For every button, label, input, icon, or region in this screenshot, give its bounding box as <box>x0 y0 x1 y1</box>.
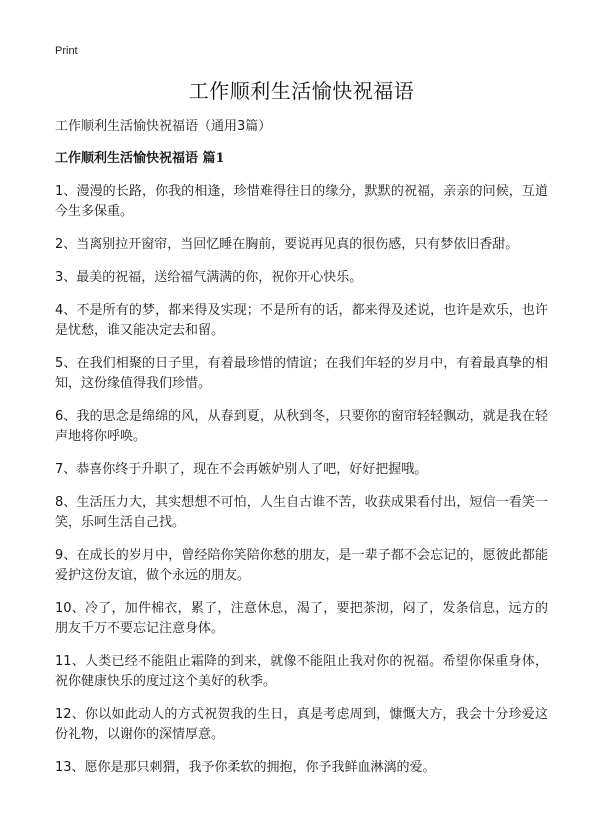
list-item: 9、在成长的岁月中，曾经陪你笑陪你愁的朋友，是一辈子都不会忘记的，愿彼此都能爱护这份友谊，做个永远的朋友。 <box>55 548 548 583</box>
list-item: 13、愿你是那只刺猬，我予你柔软的拥抱，你予我鲜血淋漓的爱。 <box>55 760 436 775</box>
list-item: 12、你以如此动人的方式祝贺我的生日，真是考虑周到，慷慨大方，我会十分珍爱这份礼物，以谢你的深情厚意。 <box>55 707 548 742</box>
list-item: 8、生活压力大，其实想想不可怕，人生自古谁不苦，收获成果看付出，短信一看笑一笑，乐呵生活自己找。 <box>55 495 548 530</box>
section-heading: 工作顺利生活愉快祝福语 篇1 <box>55 151 225 166</box>
list-item: 1、漫漫的长路，你我的相逢，珍惜难得往日的缘分，默默的祝福，亲亲的问候，互道今生多保重。 <box>55 184 548 219</box>
list-item: 11、人类已经不能阻止霜降的到来，就像不能阻止我对你的祝福。希望你保重身体，祝你健康快乐的度过这个美好的秋季。 <box>55 654 548 689</box>
list-item: 6、我的思念是绵绵的风，从春到夏，从秋到冬，只要你的窗帘轻轻飘动，就是我在轻声地将你呼唤。 <box>55 409 548 444</box>
list-item: 10、冷了，加件棉衣，累了，注意休息，渴了，要把茶沏，闷了，发条信息，远方的朋友千万不要忘记注意身体。 <box>55 601 548 636</box>
list-item: 7、恭喜你终于升职了，现在不会再嫉妒别人了吧，好好把握哦。 <box>55 462 428 477</box>
list-item: 2、当离别拉开窗帘，当回忆睡在胸前，要说再见真的很伤感，只有梦依旧香甜。 <box>55 237 519 252</box>
document-subtitle: 工作顺利生活愉快祝福语（通用3篇） <box>55 119 272 134</box>
list-item: 5、在我们相聚的日子里，有着最珍惜的情谊；在我们年轻的岁月中，有着最真挚的相知，这份缘值得我们珍惜。 <box>55 356 548 391</box>
list-item: 4、不是所有的梦，都来得及实现；不是所有的话，都来得及述说，也许是欢乐，也许是忧愁，谁又能决定去和留。 <box>55 303 548 338</box>
list-item: 3、最美的祝福，送给福气满满的你，祝你开心快乐。 <box>55 270 363 285</box>
document-title: 工作顺利生活愉快祝福语 <box>188 79 415 103</box>
blessing-list <box>55 182 548 778</box>
print-label: Print <box>55 45 78 57</box>
